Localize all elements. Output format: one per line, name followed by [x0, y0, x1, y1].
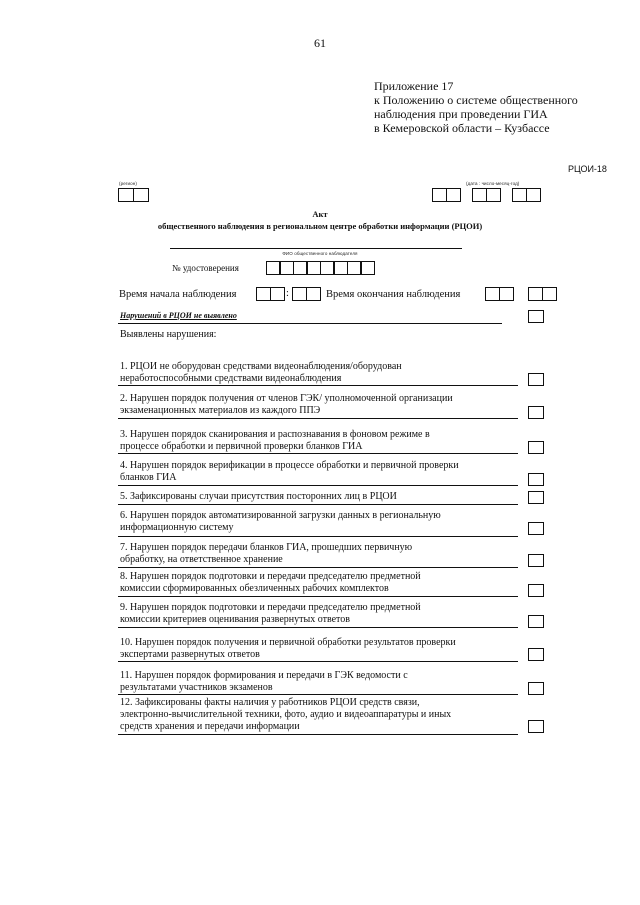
date-month-cell-1[interactable] — [472, 188, 487, 202]
violation-item-10-checkbox[interactable] — [528, 648, 544, 661]
violation-item-8-line-2: комиссии сформированных обезличенных рабочих комплектов — [120, 583, 389, 594]
violation-item-12 — [120, 697, 520, 733]
violation-item-11-line — [118, 694, 518, 695]
date-month-cell-2[interactable] — [486, 188, 501, 202]
start-hour-cell-2[interactable] — [270, 287, 285, 301]
violation-item-1-line — [118, 385, 518, 386]
violation-item-9-line-2: комиссии критериев оценивания развернутых ответов — [120, 614, 351, 625]
violation-item-1 — [120, 361, 520, 385]
certificate-cell-7[interactable] — [347, 261, 361, 275]
violation-item-11 — [120, 670, 520, 694]
violation-item-11-checkbox[interactable] — [528, 682, 544, 695]
violation-item-7 — [120, 542, 520, 566]
violation-item-5 — [120, 491, 520, 503]
violation-item-5-line-1: 5. Зафиксированы случаи присутствия посторонних лиц в РЦОИ — [120, 491, 397, 502]
violation-item-8-line-1: 8. Нарушен порядок подготовки и передачи председателю предметной — [120, 571, 421, 582]
certificate-cell-4[interactable] — [307, 261, 321, 275]
certificate-cell-2[interactable] — [280, 261, 294, 275]
violation-item-9 — [120, 602, 520, 626]
appendix-line-2: к Положению о системе общественного — [374, 93, 578, 107]
appendix-header — [374, 79, 578, 135]
date-day-cell-2[interactable] — [446, 188, 461, 202]
violation-item-4 — [120, 460, 520, 484]
violation-item-7-checkbox[interactable] — [528, 554, 544, 567]
violation-item-9-line-1: 9. Нарушен порядок подготовки и передачи председателю предметной — [120, 602, 421, 613]
violation-item-3-line-1: 3. Нарушен порядок сканирования и распознавания в фоновом режиме в — [120, 429, 430, 440]
violation-item-5-checkbox[interactable] — [528, 491, 544, 504]
violation-item-2-line-1: 2. Нарушен порядок получения от членов ГЭК/ уполномоченной организации — [120, 393, 453, 404]
end-hour-cell-2[interactable] — [499, 287, 514, 301]
violation-item-8-line — [118, 596, 518, 597]
violation-item-7-line-1: 7. Нарушен порядок передачи бланков ГИА, прошедших первичную — [120, 542, 413, 553]
violation-item-5-line — [118, 504, 518, 505]
start-minute-cell-2[interactable] — [306, 287, 321, 301]
start-minute-cell-1[interactable] — [292, 287, 307, 301]
start-hour-cell-1[interactable] — [256, 287, 271, 301]
end-hour-cell-1[interactable] — [485, 287, 500, 301]
violation-item-3-line — [118, 453, 518, 454]
violation-item-1-line-2: неработоспособными средствами видеонаблюдения — [120, 373, 342, 384]
violation-item-3-line-2: процессе обработки и первичной проверки бланков ГИА — [120, 441, 363, 452]
violation-item-2 — [120, 393, 520, 417]
violation-item-10-line-1: 10. Нарушен порядок получения и первичной обработки результатов проверки — [120, 637, 456, 648]
violation-item-10 — [120, 637, 520, 661]
violation-item-8-checkbox[interactable] — [528, 584, 544, 597]
end-time-label: Время окончания наблюдения — [326, 289, 461, 300]
violation-item-6-checkbox[interactable] — [528, 522, 544, 535]
no-violations-underline — [118, 323, 502, 324]
start-time-label: Время начала наблюдения — [119, 289, 237, 300]
form-code: РЦОИ-18 — [568, 164, 607, 174]
violation-item-7-line — [118, 567, 518, 568]
violation-item-4-line-1: 4. Нарушен порядок верификации в процессе обработки и первичной проверки — [120, 460, 459, 471]
violation-item-12-line-3: средств хранения и передачи информации — [120, 721, 300, 732]
violation-item-2-checkbox[interactable] — [528, 406, 544, 419]
violation-item-12-line — [118, 734, 518, 735]
appendix-line-1: Приложение 17 — [374, 79, 454, 93]
violation-item-3-checkbox[interactable] — [528, 441, 544, 454]
violation-item-3 — [120, 429, 520, 453]
violation-item-4-checkbox[interactable] — [528, 473, 544, 486]
violation-item-9-checkbox[interactable] — [528, 615, 544, 628]
date-day-cell-1[interactable] — [432, 188, 447, 202]
violation-item-2-line-2: экзаменационных материалов из каждого ППЭ — [120, 405, 321, 416]
violation-item-10-line — [118, 661, 518, 662]
page-number: 61 — [314, 36, 326, 50]
violation-item-2-line — [118, 418, 518, 419]
violation-item-11-line-2: результатами участников экзаменов — [120, 682, 273, 693]
violation-item-4-line — [118, 485, 518, 486]
violation-item-8 — [120, 571, 520, 595]
no-violations-label: Нарушений в РЦОИ не выявлено — [120, 311, 237, 320]
date-year-cell-1[interactable] — [512, 188, 527, 202]
region-label: (регион) — [119, 181, 137, 186]
no-violations-checkbox[interactable] — [528, 310, 544, 323]
date-year-cell-2[interactable] — [526, 188, 541, 202]
violation-item-1-checkbox[interactable] — [528, 373, 544, 386]
appendix-line-4: в Кемеровской области – Кузбассе — [374, 121, 550, 135]
violation-item-12-line-2: электронно-вычислительной техники, фото, аудио и видеоаппаратуры и иных — [120, 709, 452, 720]
violation-item-6-line-2: информационную систему — [120, 522, 234, 533]
violation-item-1-line-1: 1. РЦОИ не оборудован средствами видеонаблюдения/оборудован — [120, 361, 402, 372]
certificate-cell-3[interactable] — [293, 261, 307, 275]
certificate-cell-5[interactable] — [320, 261, 334, 275]
act-title: Акт — [312, 209, 328, 219]
violation-item-12-line-1: 12. Зафиксированы факты наличия у работников РЦОИ средств связи, — [120, 697, 420, 708]
certificate-cell-8[interactable] — [361, 261, 375, 275]
violation-item-11-line-1: 11. Нарушен порядок формирования и передачи в ГЭК ведомости с — [120, 670, 408, 681]
violation-item-12-checkbox[interactable] — [528, 720, 544, 733]
observer-name-line[interactable] — [170, 248, 462, 249]
violation-item-6-line — [118, 536, 518, 537]
certificate-cell-6[interactable] — [334, 261, 348, 275]
region-cell-2[interactable] — [133, 188, 149, 202]
act-subtitle: общественного наблюдения в региональном центре обработки информации (РЦОИ) — [157, 221, 483, 231]
violation-item-10-line-2: экспертами развернутых ответов — [120, 649, 260, 660]
violation-item-4-line-2: бланков ГИА — [120, 472, 177, 483]
end-minute-cell-1[interactable] — [528, 287, 543, 301]
appendix-line-3: наблюдения при проведении ГИА — [374, 107, 548, 121]
certificate-label: № удостоверения — [172, 263, 239, 273]
observer-caption: ФИО общественного наблюдателя — [282, 251, 358, 256]
violations-found-label: Выявлены нарушения: — [120, 329, 217, 340]
end-minute-cell-2[interactable] — [542, 287, 557, 301]
violation-item-6 — [120, 510, 520, 534]
violation-item-6-line-1: 6. Нарушен порядок автоматизированной загрузки данных в региональную — [120, 510, 441, 521]
violation-item-7-line-2: обработку, на ответственное хранение — [120, 554, 283, 565]
certificate-cell-1[interactable] — [266, 261, 280, 275]
violation-item-9-line — [118, 627, 518, 628]
region-cell-1[interactable] — [118, 188, 134, 202]
time-separator: : — [286, 288, 289, 299]
date-label: (дата : число-месяц-год) — [466, 181, 520, 186]
